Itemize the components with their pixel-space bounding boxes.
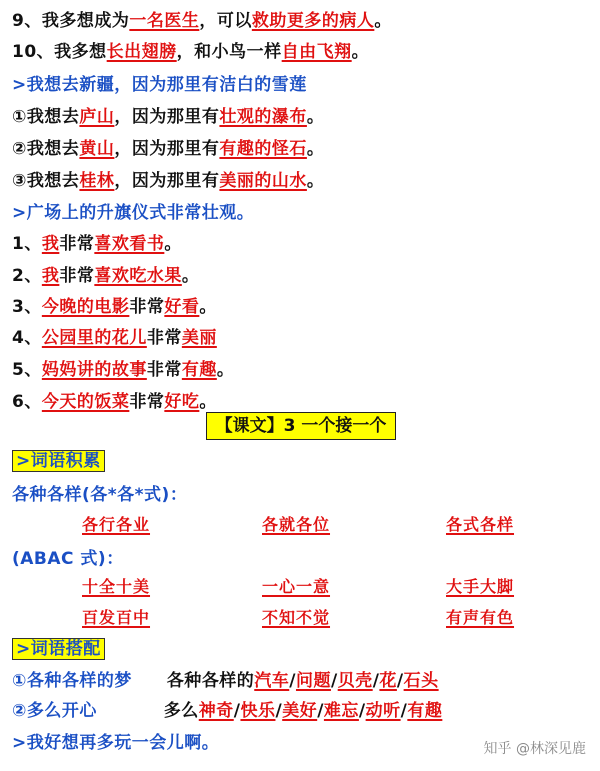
answer-text: 自由飞翔 bbox=[281, 42, 352, 62]
answer-text: 壮观的瀑布 bbox=[219, 107, 307, 127]
answer-text: 喜欢看书 bbox=[94, 234, 165, 254]
vocab-word: 十全十美 bbox=[82, 577, 151, 596]
pattern-heading-2: (ABAC 式)： bbox=[12, 549, 124, 569]
sentence-text: 5、 bbox=[12, 360, 42, 380]
sentence-text: 。 bbox=[351, 42, 370, 62]
sentence-text: 。 bbox=[164, 234, 182, 254]
answer-text: 我 bbox=[41, 234, 60, 254]
watermark: 知乎 @林深见鹿 bbox=[483, 741, 586, 757]
sentence-line bbox=[12, 70, 307, 95]
sentence-text: 6、 bbox=[12, 392, 42, 412]
separator: / bbox=[358, 701, 366, 721]
collocation-word: 有趣 bbox=[407, 701, 443, 721]
sentence-line bbox=[12, 292, 217, 317]
vocab-word: 各式各样 bbox=[446, 515, 515, 534]
collocation-word: 贝壳 bbox=[337, 671, 373, 691]
collocation-word: 问题 bbox=[295, 671, 331, 691]
sentence-text: 9、我多想成为 bbox=[12, 11, 130, 31]
separator: / bbox=[289, 671, 296, 691]
answer-text: 好看 bbox=[164, 297, 200, 317]
sentence-text: 非常 bbox=[129, 297, 165, 317]
sentence-text: 。 bbox=[306, 107, 325, 127]
sentence-text: 。 bbox=[216, 360, 235, 380]
sentence-text: 非常 bbox=[146, 328, 182, 348]
separator: / bbox=[330, 671, 338, 691]
sentence-text: 2、 bbox=[12, 266, 42, 286]
separator: / bbox=[396, 671, 404, 691]
vocab-word: 不知不觉 bbox=[262, 608, 331, 627]
sentence-line bbox=[12, 134, 324, 159]
answer-text: 美丽 bbox=[181, 328, 217, 348]
sentence-line bbox=[12, 102, 324, 127]
vocab-word: 大手大脚 bbox=[446, 577, 515, 596]
answer-text: 美丽的山水 bbox=[219, 171, 307, 191]
answer-text: 我 bbox=[41, 266, 60, 286]
sentence-text: ②我想去 bbox=[12, 139, 80, 159]
sentence-text: 1、 bbox=[12, 234, 42, 254]
sentence-text: ，可以 bbox=[199, 11, 252, 31]
lesson-title: 【课文】3 一个接一个 bbox=[206, 412, 396, 440]
collocation-word: 神奇 bbox=[198, 701, 234, 721]
sentence-line bbox=[12, 6, 392, 31]
answer-text: 桂林 bbox=[79, 171, 115, 191]
section-label-collocation: >词语搭配 bbox=[12, 634, 105, 659]
answer-text: 喜欢吃水果 bbox=[94, 266, 182, 286]
sentence-text: ③我想去 bbox=[12, 171, 80, 191]
answer-text: 有趣 bbox=[181, 360, 217, 380]
sentence-text: 10、我多想 bbox=[12, 42, 107, 62]
sentence-line bbox=[12, 198, 254, 223]
vocab-word: 有声有色 bbox=[446, 608, 515, 627]
collocation-row-1: ①各种各样的梦 各种各样的汽车/问题/贝壳/花/石头 bbox=[12, 671, 439, 691]
section-label-vocab: >词语积累 bbox=[12, 446, 105, 471]
sentence-line bbox=[12, 261, 199, 286]
collocation-items bbox=[199, 701, 443, 721]
answer-text: 今晚的电影 bbox=[41, 297, 130, 317]
sentence-text: >广场上的升旗仪式非常壮观。 bbox=[12, 203, 255, 223]
collocation-word: 美好 bbox=[282, 701, 318, 721]
sentence-text: ，和小鸟一样 bbox=[176, 42, 282, 62]
sentence-text: 。 bbox=[374, 11, 392, 31]
vocab-word: 各行各业 bbox=[82, 515, 151, 534]
answer-text: 公园里的花儿 bbox=[41, 328, 147, 348]
answer-text: 庐山 bbox=[79, 107, 115, 127]
sentence-text: 非常 bbox=[59, 266, 95, 286]
sentence-text: ，因为那里有 bbox=[114, 107, 220, 127]
sentence-text: 。 bbox=[181, 266, 200, 286]
collocation-word: 动听 bbox=[365, 701, 401, 721]
collocation-word: 快乐 bbox=[240, 701, 276, 721]
answer-text: 黄山 bbox=[79, 139, 115, 159]
separator: / bbox=[275, 701, 283, 721]
sentence-text: 非常 bbox=[59, 234, 95, 254]
sentence-line bbox=[12, 323, 217, 348]
sentence-text: ①我想去 bbox=[12, 107, 80, 127]
separator: / bbox=[400, 701, 408, 721]
sentence-text: 。 bbox=[199, 297, 217, 317]
collocation-word: 汽车 bbox=[254, 671, 290, 691]
answer-text: 长出翅膀 bbox=[106, 42, 177, 62]
sentence-line bbox=[12, 387, 217, 412]
separator: / bbox=[317, 701, 324, 721]
sentence-text: 。 bbox=[306, 171, 325, 191]
sentence-text: 。 bbox=[306, 139, 325, 159]
answer-text: 有趣的怪石 bbox=[219, 139, 307, 159]
collocation-word: 花 bbox=[379, 671, 397, 691]
answer-text: 救助更多的病人 bbox=[251, 11, 375, 31]
separator: / bbox=[372, 671, 380, 691]
sentence-text: ，因为那里有 bbox=[114, 171, 220, 191]
vocab-word: 各就各位 bbox=[262, 515, 331, 534]
sentence-text: ，因为那里有 bbox=[114, 139, 220, 159]
sentence-line bbox=[12, 229, 182, 254]
separator: / bbox=[233, 701, 241, 721]
collocation-word: 难忘 bbox=[323, 701, 359, 721]
sentence-text: 4、 bbox=[12, 328, 42, 348]
answer-text: 妈妈讲的故事 bbox=[41, 360, 147, 380]
sentence-text: 。 bbox=[199, 392, 217, 412]
collocation-word: 石头 bbox=[403, 671, 439, 691]
pattern-heading-1: 各种各样(各*各*式)： bbox=[12, 485, 188, 505]
sentence-line bbox=[12, 166, 324, 191]
answer-text: 一名医生 bbox=[129, 11, 200, 31]
vocab-word: 百发百中 bbox=[82, 608, 151, 627]
answer-text: 好吃 bbox=[164, 392, 200, 412]
sentence-line bbox=[12, 355, 234, 380]
answer-text: 今天的饭菜 bbox=[41, 392, 130, 412]
sentence-text: >我想去新疆，因为那里有洁白的雪莲 bbox=[12, 75, 307, 95]
vocab-word: 一心一意 bbox=[262, 577, 331, 596]
sentence-text: 3、 bbox=[12, 297, 42, 317]
last-sentence: >我好想再多玩一会儿啊。 bbox=[12, 733, 220, 753]
collocation-items bbox=[254, 671, 438, 691]
sentence-text: 非常 bbox=[146, 360, 182, 380]
collocation-row-2: ②多么开心 多么神奇/快乐/美好/难忘/动听/有趣 bbox=[12, 701, 443, 721]
sentence-text: 非常 bbox=[129, 392, 165, 412]
sentence-line bbox=[12, 37, 369, 62]
